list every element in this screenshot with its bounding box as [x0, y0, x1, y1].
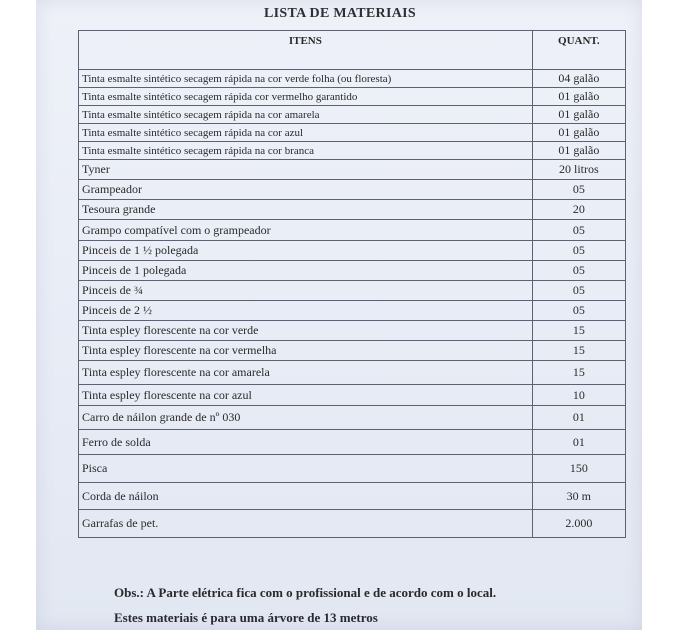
table-row [79, 510, 626, 538]
table-row [79, 385, 626, 406]
table-row [79, 88, 626, 106]
table-row [79, 281, 626, 301]
table-row [79, 455, 626, 483]
quantity-cell: 01 [532, 430, 625, 455]
quantity-cell: 05 [532, 281, 625, 301]
quantity-cell: 15 [532, 341, 625, 361]
quantity-cell: 01 galão [532, 142, 625, 160]
table-row [79, 106, 626, 124]
table-row [79, 430, 626, 455]
table-row [79, 483, 626, 510]
table-header-row [79, 31, 626, 70]
item-cell: Pinceis de 1 polegada [79, 261, 533, 281]
quantity-cell: 05 [532, 180, 625, 200]
quantity-cell: 05 [532, 220, 625, 241]
quantity-cell: 05 [532, 301, 625, 321]
table-row [79, 406, 626, 430]
table-row [79, 261, 626, 281]
quantity-cell: 150 [532, 455, 625, 483]
item-cell: Pinceis de 2 ½ [79, 301, 533, 321]
quantity-cell: 15 [532, 361, 625, 385]
item-cell: Carro de náilon grande de nº 030 [79, 406, 533, 430]
table-row [79, 180, 626, 200]
quantity-cell: 01 galão [532, 88, 625, 106]
item-cell: Tinta esmalte sintético secagem rápida cor vermelho garantido [79, 88, 533, 106]
quantity-cell: 15 [532, 321, 625, 341]
table-row [79, 301, 626, 321]
observation-note: Obs.: A Parte elétrica fica com o profissional e de acordo com o local. [114, 585, 497, 600]
quantity-cell: 20 [532, 200, 625, 220]
item-cell: Grampeador [79, 180, 533, 200]
table-row [79, 321, 626, 341]
table-row [79, 220, 626, 241]
item-cell: Tesoura grande [79, 200, 533, 220]
quantity-cell: 10 [532, 385, 625, 406]
item-cell: Garrafas de pet. [79, 510, 533, 538]
header-quantity: QUANT. [532, 31, 625, 70]
item-cell: Pinceis de ¾ [79, 281, 533, 301]
table-row [79, 200, 626, 220]
item-cell: Tinta esmalte sintético secagem rápida na cor azul [79, 124, 533, 142]
materials-table [78, 30, 626, 538]
item-cell: Tinta espley florescente na cor amarela [79, 361, 533, 385]
item-cell: Grampo compatível com o grampeador [79, 220, 533, 241]
quantity-cell: 05 [532, 241, 625, 261]
quantity-cell: 05 [532, 261, 625, 281]
table-row [79, 70, 626, 88]
item-cell: Corda de náilon [79, 483, 533, 510]
quantity-cell: 30 m [532, 483, 625, 510]
table-row [79, 241, 626, 261]
tree-height-note: Estes materiais é para uma árvore de 13 metros [114, 610, 378, 625]
table-body [79, 70, 626, 538]
quantity-cell: 04 galão [532, 70, 625, 88]
item-cell: Pisca [79, 455, 533, 483]
table-row [79, 341, 626, 361]
item-cell: Ferro de solda [79, 430, 533, 455]
item-cell: Tinta esmalte sintético secagem rápida na cor amarela [79, 106, 533, 124]
item-cell: Tinta espley florescente na cor vermelha [79, 341, 533, 361]
quantity-cell: 01 galão [532, 124, 625, 142]
item-cell: Tinta esmalte sintético secagem rápida na cor verde folha (ou floresta) [79, 70, 533, 88]
quantity-cell: 01 galão [532, 106, 625, 124]
item-cell: Pinceis de 1 ½ polegada [79, 241, 533, 261]
quantity-cell: 01 [532, 406, 625, 430]
item-cell: Tinta espley florescente na cor verde [79, 321, 533, 341]
quantity-cell: 2.000 [532, 510, 625, 538]
item-cell: Tyner [79, 160, 533, 180]
table-row [79, 361, 626, 385]
document-title: LISTA DE MATERIAIS [264, 6, 416, 21]
header-items: ITENS [79, 31, 533, 70]
table-row [79, 124, 626, 142]
item-cell: Tinta espley florescente na cor azul [79, 385, 533, 406]
table-row [79, 142, 626, 160]
item-cell: Tinta esmalte sintético secagem rápida na cor branca [79, 142, 533, 160]
quantity-cell: 20 litros [532, 160, 625, 180]
table-row [79, 160, 626, 180]
